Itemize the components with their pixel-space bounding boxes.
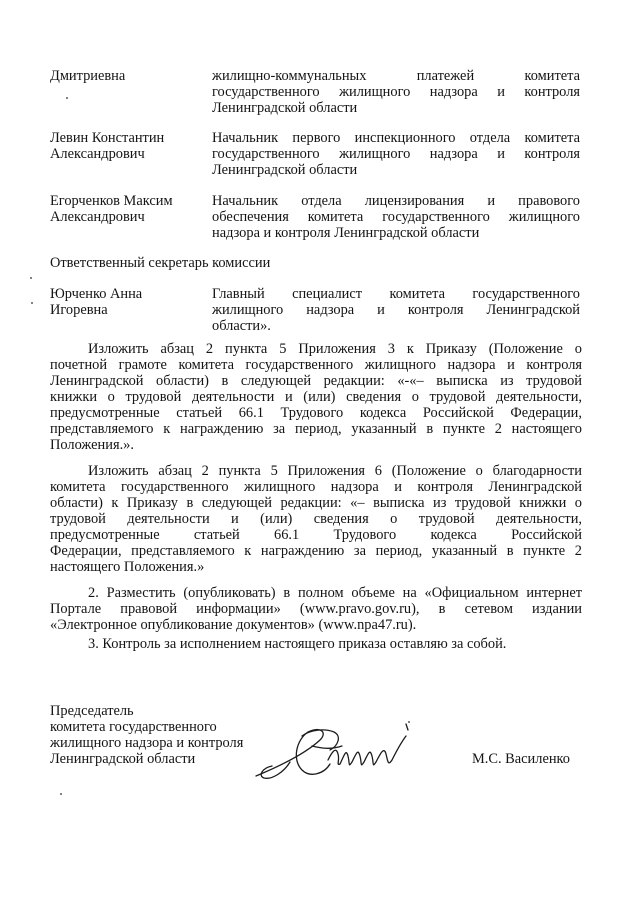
control-paragraph [50,636,582,652]
signatory-title-line: жилищного надзора и контроля [50,735,244,751]
scan-speck [408,721,410,723]
member-role-line: области». [212,318,271,334]
paragraph-line: «Электронное опубликование документов» (www.npa47.ru). [50,617,417,633]
paragraph-line: Федерации, представляемого к награждению за период, указанный в пункте 2 [50,543,582,559]
scan-speck [60,793,62,795]
secretary-heading: Ответственный секретарь комиссии [50,255,271,271]
member-role-line: государственного жилищного надзора и контроля [212,146,580,162]
member-role [212,193,580,241]
paragraph-line: Ленинградской области) в следующей редакции: «-«– выписка из трудовой [50,373,582,389]
paragraph-line: комитета государственного жилищного надзора и контроля Ленинградской [50,479,582,495]
paragraph-line: трудовой деятельности и (или) сведения о трудовой деятельности, [50,511,582,527]
member-name-line: Александрович [50,209,145,225]
member-role-line: Главный специалист комитета государственного [212,286,580,302]
scan-speck [30,277,32,279]
member-role-line: жилищно-коммунальных платежей комитета [212,68,580,84]
member-role-line: государственного жилищного надзора и контроля [212,84,580,100]
scan-speck [66,97,68,99]
member-name-line: Егорченков Максим [50,193,173,209]
member-name [50,193,210,225]
paragraph-line: настоящего Положения.» [50,559,205,575]
member-role-line: Начальник первого инспекционного отдела комитета [212,130,580,146]
amendment-paragraph-2 [50,463,582,575]
member-name-line: Юрченко Анна [50,286,143,302]
member-name [50,68,210,84]
paragraph-line: Положения.». [50,437,134,453]
paragraph-line: Изложить абзац 2 пункта 5 Приложения 6 (Положение о благодарности [88,463,582,479]
scan-speck [31,302,33,304]
member-role [212,286,580,334]
handwritten-signature [250,716,420,786]
paragraph-line: области) к Приказу в следующей редакции: «– выписка из трудовой книжки о [50,495,582,511]
paragraph-line: 3. Контроль за исполнением настоящего приказа оставляю за собой. [88,636,507,652]
member-role-line: Ленинградской области [212,162,358,178]
signatory-title-line: комитета государственного [50,719,217,735]
publication-paragraph [50,585,582,633]
member-name [50,286,210,318]
member-role [212,68,580,116]
signatory-title [50,703,280,767]
paragraph-line: предусмотренные статьей 66.1 Трудового кодекса Российской [50,527,582,543]
paragraph-line: предусмотренные статьей 66.1 Трудового кодекса Российской Федерации, [50,405,582,421]
paragraph-line: представляемого к награждению за период, указанный в пункте 2 настоящего [50,421,582,437]
signatory-title-line: Председатель [50,703,134,719]
paragraph-line: Портале правовой информации» (www.pravo.gov.ru), в сетевом издании [50,601,582,617]
member-name-line: Дмитриевна [50,68,126,84]
member-role-line: жилищного надзора и контроля Ленинградской [212,302,580,318]
member-name-line: Левин Константин [50,130,165,146]
member-role [212,130,580,178]
amendment-paragraph-1 [50,341,582,453]
member-role-line: обеспечения комитета государственного жилищного [212,209,580,225]
member-role-line: Начальник отдела лицензирования и правового [212,193,580,209]
member-role-line: Ленинградской области [212,100,358,116]
paragraph-line: Изложить абзац 2 пункта 5 Приложения 3 к Приказу (Положение о [88,341,582,357]
paragraph-line: книжки о трудовой деятельности и (или) сведения о трудовой деятельности, [50,389,582,405]
signatory-title-line: Ленинградской области [50,751,196,767]
paragraph-line: почетной грамоте комитета государственного жилищного надзора и контроля [50,357,582,373]
signer-name: М.С. Василенко [472,751,570,767]
paragraph-line: 2. Разместить (опубликовать) в полном объеме на «Официальном интернет [88,585,582,601]
member-name [50,130,210,162]
member-role-line: надзора и контроля Ленинградской области [212,225,480,241]
member-name-line: Александрович [50,146,145,162]
member-name-line: Игоревна [50,302,108,318]
